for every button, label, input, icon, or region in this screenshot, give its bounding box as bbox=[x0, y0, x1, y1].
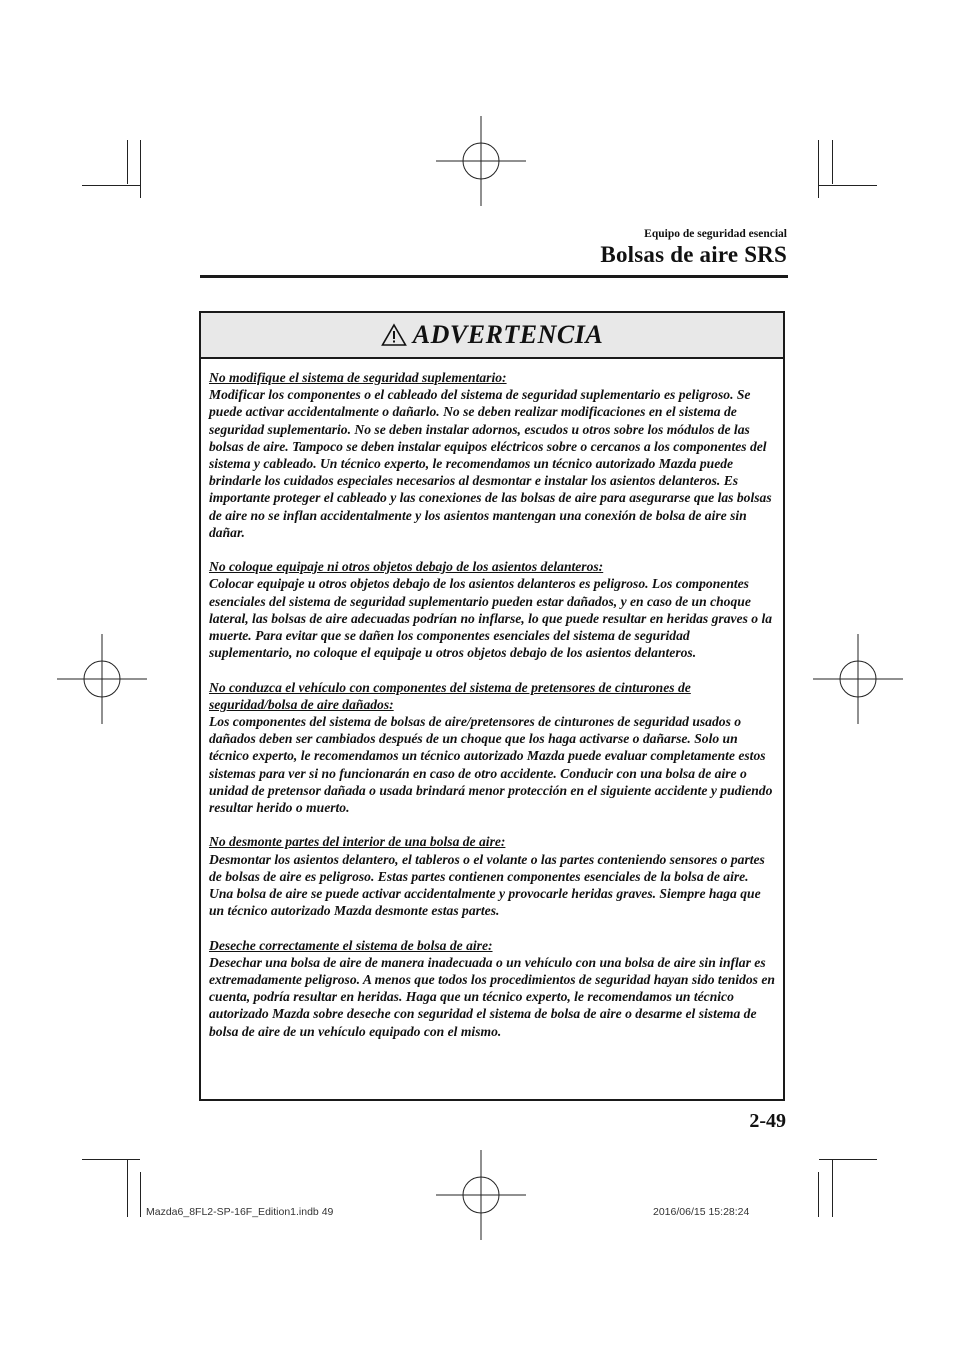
crop-mark bbox=[818, 140, 819, 198]
warning-section bbox=[209, 937, 775, 1040]
warning-section-text: Desechar una bolsa de aire de manera inadecuada o un vehículo con una bolsa de aire sin inflar es extremadamente peligroso. A menos que todos los procedimientos de seguridad hayan sido tenidos en cuenta, podría resultar en heridas. Haga que un técnico experto, le recomendamos un técnico autorizado Mazda sobre deseche con seguridad el sistema de bolsa de aire o desarme el sistema de bolsa de aire de un vehículo equipado con el mismo. bbox=[209, 954, 775, 1039]
registration-mark-icon bbox=[813, 634, 903, 724]
crop-mark bbox=[127, 1159, 128, 1217]
crop-mark bbox=[140, 140, 141, 198]
section-subtitle: Equipo de seguridad esencial bbox=[644, 228, 787, 240]
warning-section-title: No desmonte partes del interior de una bolsa de aire: bbox=[209, 834, 506, 850]
registration-mark-icon bbox=[436, 116, 526, 206]
warning-section-text: Desmontar los asientos delantero, el tableros o el volante o las partes conteniendo sensores o partes de bolsas de aire es peligroso. Estas partes contienen componentes esenciales de la bolsa de aire. Una bolsa de aire se puede activar accidentalmente y provocarle heridas graves. Siempre haga que un técnico autorizado Mazda desmonte estas partes. bbox=[209, 851, 765, 919]
crop-mark bbox=[832, 140, 833, 184]
warning-section-title: No conduzca el vehículo con componentes del sistema de pretensores de cinturones de seguridad/bolsa de aire dañados: bbox=[209, 679, 691, 712]
warning-section-text: Colocar equipaje u otros objetos debajo de los asientos delanteros es peligroso. Los componentes esenciales del sistema de seguridad suplementario pueden estar dañados, y en caso de un choque lateral, las bolsas de aire adecuadas podrían no inflarse, lo que puede resultar en heridas graves o la muerte. Para evitar que se dañen los componentes esenciales del sistema de seguridad suplementario, no coloque el equipaje u otros objetos debajo de los asientos delanteros. bbox=[209, 576, 773, 661]
crop-mark bbox=[82, 185, 140, 186]
crop-mark bbox=[82, 1159, 140, 1160]
warning-section-title: No modifique el sistema de seguridad suplementario: bbox=[209, 370, 507, 385]
warning-section bbox=[209, 679, 775, 817]
warning-section-text: Modificar los componentes o el cableado del sistema de seguridad suplementario es peligroso. Se puede activar accidentalmente o dañarlo. No se deben realizar modificaciones en el sistema de seguridad suplementario. No se deben instalar adornos, escudos u otros sobre los módulos de las bolsas de aire. Tampoco se deben instalar equipos eléctricos sobre o cercanos a los componentes del sistema y cableado. Un técnico experto, le recomendamos un técnico autorizado Mazda puede brindarle los cuidados especiales necesarios al desmontar e instalar los asientos delanteros. Es importante proteger el cableado y las conexiones de las bolsas de aire para asegurarse que las bolsas de aire no se inflan accidentalmente y los asientos mantengan una conexión de bolsa de aire sin dañar. bbox=[209, 387, 772, 540]
page-title: Bolsas de aire SRS bbox=[600, 242, 787, 267]
header-divider bbox=[200, 275, 788, 278]
warning-section-title: No coloque equipaje ni otros objetos debajo de los asientos delanteros: bbox=[209, 559, 604, 575]
page-number: 2-49 bbox=[749, 1110, 786, 1132]
warning-section bbox=[209, 369, 775, 541]
footer-filename: Mazda6_8FL2-SP-16F_Edition1.indb 49 bbox=[146, 1206, 334, 1218]
warning-triangle-icon bbox=[381, 323, 407, 347]
crop-mark bbox=[140, 1172, 141, 1217]
warning-body bbox=[201, 359, 783, 1040]
crop-mark bbox=[819, 1159, 877, 1160]
warning-section-title: Deseche correctamente el sistema de bolsa de aire: bbox=[209, 937, 493, 953]
registration-mark-icon bbox=[57, 634, 147, 724]
warning-title: ADVERTENCIA bbox=[412, 320, 604, 349]
registration-mark-icon bbox=[436, 1150, 526, 1240]
crop-mark bbox=[818, 1172, 819, 1217]
warning-section bbox=[209, 558, 775, 661]
warning-section bbox=[209, 833, 775, 919]
warning-header bbox=[201, 313, 783, 359]
warning-section-text: Los componentes del sistema de bolsas de aire/pretensores de cinturones de seguridad usados o dañados deben ser cambiados después de un choque que los haga activarse o dañarse. Solo un técnico experto, le recomendamos un técnico autorizado Mazda puede evaluar completamente estos sistemas para ver si no funcionarán en caso de otro accidente. Conducir con una bolsa de aire o unidad de pretensor dañada o usada brindará menor protección en el siguiente accidente y pudiendo resultar herido o muerto. bbox=[209, 714, 773, 816]
footer-timestamp: 2016/06/15 15:28:24 bbox=[653, 1206, 750, 1218]
crop-mark bbox=[832, 1159, 833, 1217]
warning-box bbox=[199, 311, 785, 1101]
crop-mark bbox=[127, 140, 128, 184]
crop-mark bbox=[819, 185, 877, 186]
